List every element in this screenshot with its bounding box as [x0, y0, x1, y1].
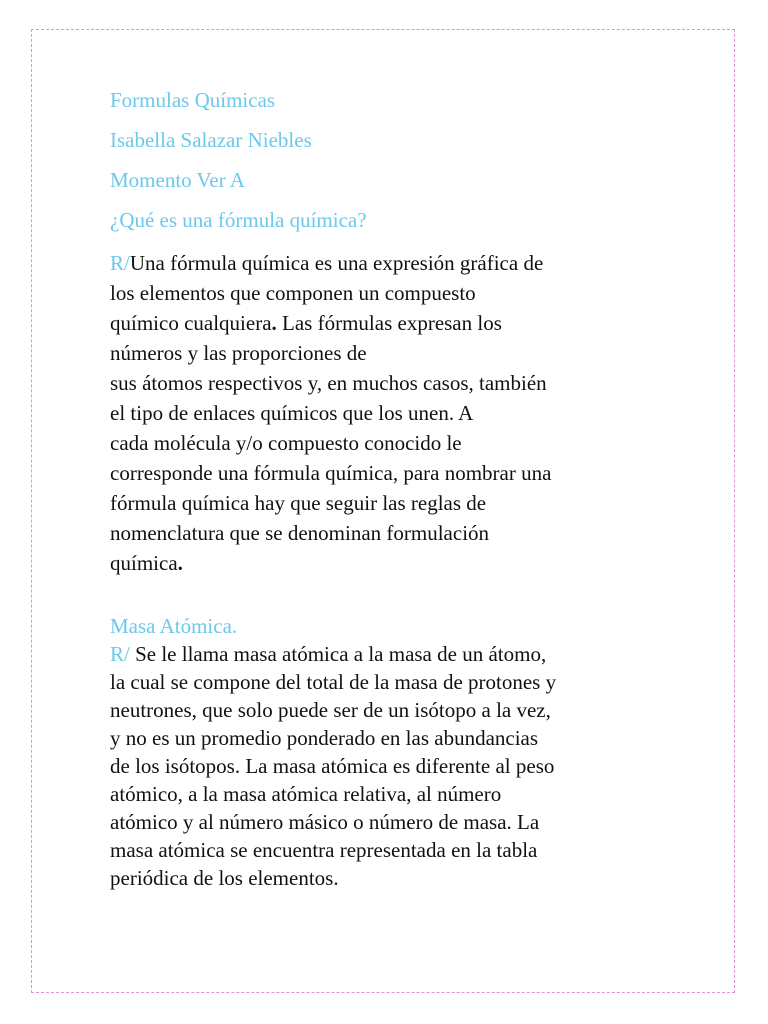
section-heading-masa-atomica: Masa Atómica. — [110, 614, 238, 638]
answer-text: Una fórmula química es una expresión gráfica de — [129, 251, 544, 275]
answer-line: cada molécula y/o compuesto conocido le — [110, 431, 462, 455]
answer-line: y no es un promedio ponderado en las abundancias — [110, 726, 539, 750]
answer-text: química — [110, 551, 178, 575]
group-name: Momento Ver A — [110, 168, 245, 192]
answer-line: atómico, a la masa atómica relativa, al número — [110, 782, 502, 806]
bold-period: . — [177, 551, 183, 575]
answer-line: masa atómica se encuentra representada en la tabla — [110, 838, 538, 862]
author-name: Isabella Salazar Niebles — [110, 128, 312, 152]
answer-paragraph-1 — [110, 248, 670, 578]
answer-line: de los isótopos. La masa atómica es diferente al peso — [110, 754, 555, 778]
answer-text: Se le llama masa atómica a la masa de un átomo, — [129, 642, 547, 666]
answer-marker: R/ — [110, 642, 130, 666]
answer-line: números y las proporciones de — [110, 341, 367, 365]
answer-line: nomenclatura que se denominan formulación — [110, 521, 490, 545]
answer-line: la cual se compone del total de la masa de protones y — [110, 670, 557, 694]
answer-marker: R/ — [110, 251, 130, 275]
answer-line: periódica de los elementos. — [110, 866, 339, 890]
answer-paragraph-2 — [110, 640, 670, 892]
answer-line: corresponde una fórmula química, para nombrar una — [110, 461, 552, 485]
answer-line: neutrones, que solo puede ser de un isótopo a la vez, — [110, 698, 551, 722]
answer-line: atómico y al número másico o número de masa. La — [110, 810, 540, 834]
bold-period: . — [271, 311, 283, 335]
document-content — [110, 86, 670, 892]
answer-line — [110, 548, 670, 578]
answer-text: químico cualquiera — [110, 311, 272, 335]
answer-line: el tipo de enlaces químicos que los unen. A — [110, 401, 474, 425]
answer-line: los elementos que componen un compuesto — [110, 281, 476, 305]
answer-line — [110, 248, 670, 278]
answer-text: Las fórmulas expresan los — [282, 311, 502, 335]
answer-line: fórmula química hay que seguir las reglas de — [110, 491, 487, 515]
answer-line — [110, 308, 670, 338]
document-title: Formulas Químicas — [110, 88, 276, 112]
question-heading: ¿Qué es una fórmula química? — [110, 208, 367, 232]
answer-line — [110, 640, 670, 668]
answer-line: sus átomos respectivos y, en muchos casos, también — [110, 371, 547, 395]
